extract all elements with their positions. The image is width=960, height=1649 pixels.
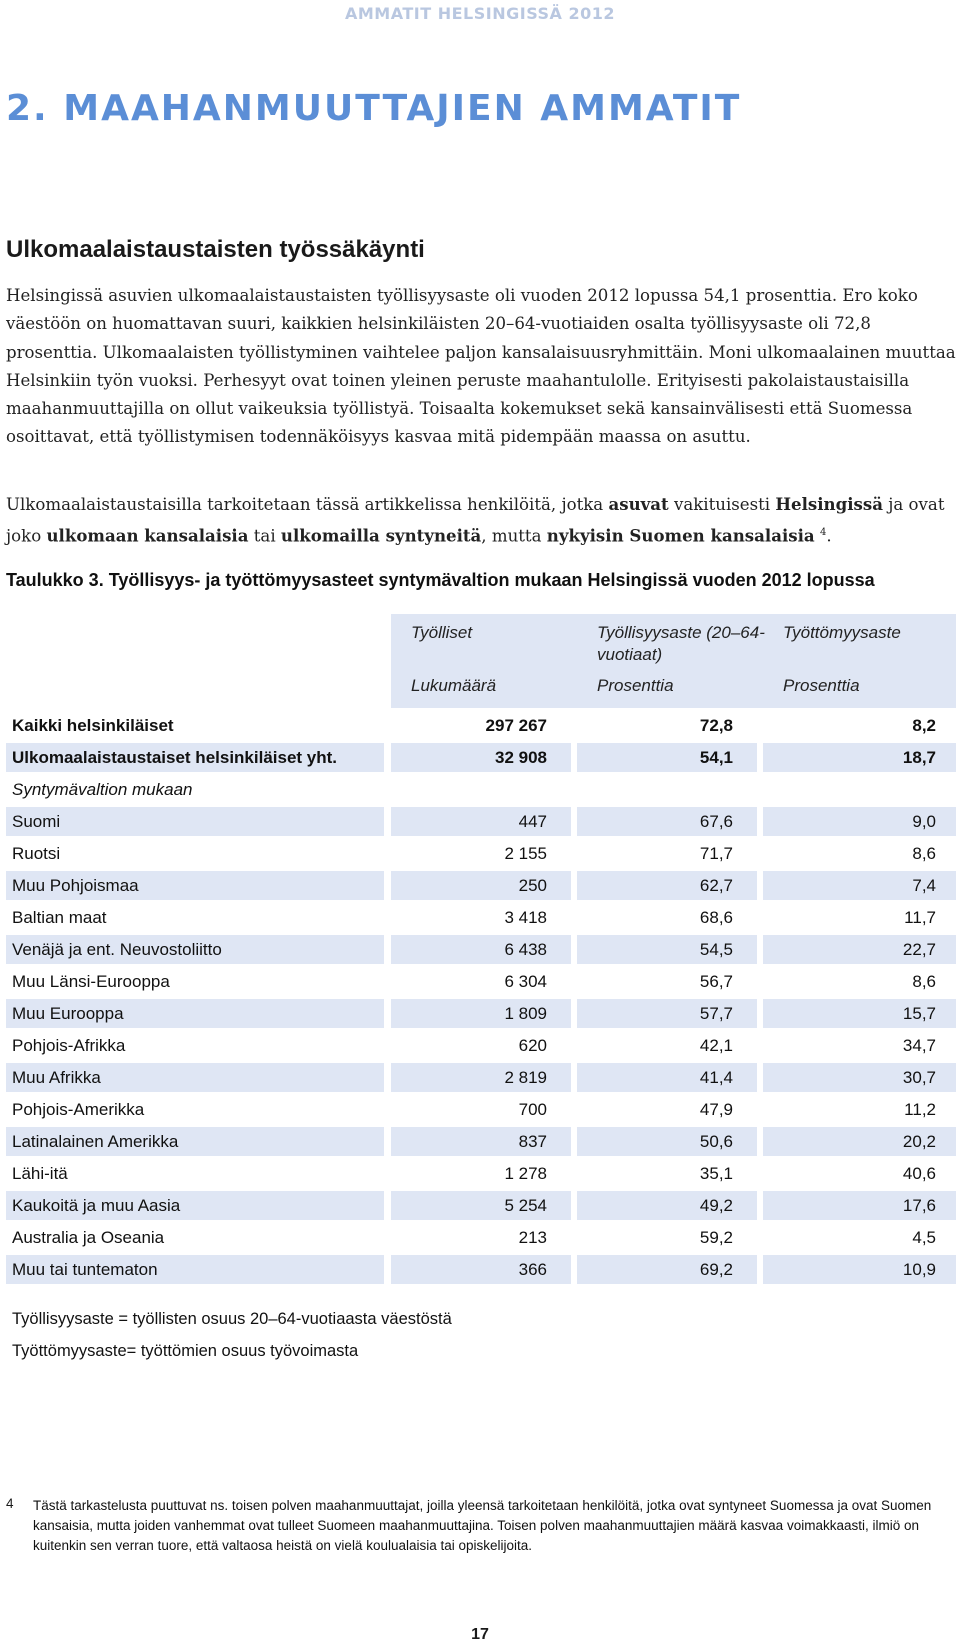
para2-bold-3: ulkomaan kansalaisia (46, 525, 249, 546)
unit-employed: Lukumäärä (411, 676, 497, 695)
table-row (6, 1031, 956, 1060)
cell-employment-rate: 56,7 (699, 972, 733, 991)
cell-employed: 5 254 (391, 1191, 571, 1220)
para2-text-5: , mutta (481, 526, 547, 546)
cell-employment-rate: 35,1 (699, 1164, 733, 1183)
cell-unemployment-rate: 40,6 (902, 1164, 936, 1183)
row-label: Kaukoitä ja muu Aasia (6, 1191, 384, 1220)
body-paragraph-1: Helsingissä asuvien ulkomaalaistaustaisten työllisyysaste oli vuoden 2012 lopussa 54,1 prosenttia. Ero koko väestöön on huomattavan suuri, kaikkien helsinkiläisten 20–64-vuotiaiden osalta työllisyysaste oli 72,8 prosenttia. Ulkomaalaisten työllistyminen vaihtelee paljon kansalaisuusryhmittäin. Moni ulkomaalainen muuttaa Helsinkiin työn vuoksi. Perhesyyt ovat toinen yleinen peruste maahantulolle. Erityisesti pakolaistaustaisilla maahanmuuttajilla on ollut vaikeuksia työllistyä. Toisaalta kokemukset sekä kansainvälisesti että Suomessa osoittavat, että työllistymisen todennäköisyys kasvaa mitä pidempään maassa on asuttu. (6, 286, 956, 447)
table-row (6, 935, 956, 964)
section-title: Ulkomaalaistaustaisten työssäkäynti (6, 236, 425, 263)
row-label: Pohjois-Afrikka (12, 1036, 126, 1055)
cell-employment-rate: 54,1 (577, 743, 757, 772)
cell-unemployment-rate: 18,7 (763, 743, 956, 772)
para2-bold-2: Helsingissä (775, 494, 883, 514)
cell-unemployment-rate: 11,7 (904, 908, 936, 927)
table-row (6, 807, 956, 836)
cell-unemployment-rate: 11,2 (904, 1100, 936, 1119)
cell-employment-rate: 62,7 (577, 871, 757, 900)
cell-employed: 447 (391, 807, 571, 836)
cell-unemployment-rate (763, 775, 956, 804)
cell-unemployment-rate: 15,7 (763, 999, 956, 1028)
table-row (6, 1063, 956, 1092)
cell-employed: 250 (391, 871, 571, 900)
cell-unemployment-rate: 8,2 (912, 716, 936, 735)
cell-employment-rate (577, 775, 757, 804)
chapter-title: 2. MAAHANMUUTTAJIEN AMMATIT (6, 88, 742, 129)
row-label: Baltian maat (12, 908, 107, 927)
cell-employed: 366 (391, 1255, 571, 1284)
statistics-table (6, 614, 956, 1284)
table-row (6, 1255, 956, 1284)
row-label: Muu Afrikka (6, 1063, 384, 1092)
cell-unemployment-rate: 30,7 (763, 1063, 956, 1092)
cell-employed: 297 267 (485, 716, 547, 735)
cell-employment-rate: 41,4 (577, 1063, 757, 1092)
para2-text-1: Ulkomaalaistaustaisilla tarkoitetaan tässä artikkelissa henkilöitä, jotka (6, 495, 609, 514)
table-caption: Taulukko 3. Työllisyys- ja työttömyysasteet syntymävaltion mukaan Helsingissä vuoden 2012 lopussa (6, 570, 875, 590)
cell-unemployment-rate: 8,6 (912, 972, 936, 991)
table-header (391, 614, 956, 708)
table-body (6, 711, 956, 1284)
row-label: Latinalainen Amerikka (6, 1127, 384, 1156)
cell-employed: 32 908 (391, 743, 571, 772)
unit-employment-rate: Prosenttia (597, 676, 674, 695)
row-label: Lähi-itä (12, 1164, 68, 1183)
cell-employment-rate: 68,6 (699, 908, 733, 927)
table-row (6, 743, 956, 772)
cell-employment-rate: 59,2 (699, 1228, 733, 1247)
para2-bold-4: ulkomailla syntyneitä (280, 525, 482, 546)
cell-employed: 2 155 (504, 844, 547, 863)
cell-unemployment-rate: 34,7 (902, 1036, 936, 1055)
cell-employed: 6 438 (391, 935, 571, 964)
table-row (6, 1191, 956, 1220)
cell-employment-rate: 67,6 (577, 807, 757, 836)
footnote-text: Tästä tarkastelusta puuttuvat ns. toisen polven maahanmuuttajat, joilla yleensä tarkoitetaan henkilöitä, jotka ovat syntyneet Suomessa ja ovat Suomen kansaisia, mutta joiden vanhemmat ovat tulleet Suomeen maahanmuuttajina. Toisen polven maahanmuuttajien määrä kasvaa voimakkaasti, ilmiö on kuitenkin sen verran tuore, että valtaosa heistä on vielä koulualaisia tai opiskelijoita. (33, 1498, 932, 1553)
footnote-reference[interactable]: 4 (819, 527, 827, 539)
running-header: AMMATIT HELSINGISSÄ 2012 (345, 4, 615, 23)
row-label: Pohjois-Amerikka (12, 1100, 145, 1119)
table-row (6, 999, 956, 1028)
para2-text-2: vakituisesti (668, 495, 776, 514)
cell-unemployment-rate: 9,0 (763, 807, 956, 836)
note-unemployment-rate: Työttömyysaste= työttömien osuus työvoimasta (12, 1342, 359, 1360)
table-row (6, 903, 956, 932)
row-label: Muu Eurooppa (6, 999, 384, 1028)
table-row (6, 711, 956, 740)
cell-employment-rate: 72,8 (699, 716, 733, 735)
para2-text-6: . (826, 526, 832, 546)
table-row (6, 967, 956, 996)
note-employment-rate: Työllisyysaste = työllisten osuus 20–64-vuotiaasta väestöstä (12, 1310, 452, 1328)
row-label: Australia ja Oseania (12, 1228, 165, 1247)
header-employed: Työlliset (411, 623, 473, 642)
para2-bold-1: asuvat (608, 494, 669, 514)
row-label: Syntymävaltion mukaan (12, 780, 193, 799)
unit-unemployment-rate: Prosenttia (783, 676, 860, 695)
row-label: Suomi (6, 807, 384, 836)
para2-text-4: tai (248, 526, 281, 546)
cell-employed: 1 809 (391, 999, 571, 1028)
cell-employed: 2 819 (391, 1063, 571, 1092)
row-label: Muu Pohjoismaa (6, 871, 384, 900)
table-row (6, 1223, 956, 1252)
cell-unemployment-rate: 17,6 (763, 1191, 956, 1220)
row-label: Muu Länsi-Eurooppa (12, 972, 170, 991)
page-number: 17 (471, 1626, 489, 1643)
table-row (6, 775, 956, 804)
cell-employed: 213 (518, 1228, 547, 1247)
cell-unemployment-rate: 8,6 (912, 844, 936, 863)
cell-employment-rate: 54,5 (577, 935, 757, 964)
cell-unemployment-rate: 22,7 (763, 935, 956, 964)
row-label: Ulkomaalaistaustaiset helsinkiläiset yht. (6, 743, 384, 772)
cell-employment-rate: 49,2 (577, 1191, 757, 1220)
cell-employment-rate: 57,7 (577, 999, 757, 1028)
cell-employment-rate: 71,7 (699, 844, 733, 863)
cell-unemployment-rate: 7,4 (763, 871, 956, 900)
cell-employed (391, 775, 571, 804)
cell-employment-rate: 69,2 (577, 1255, 757, 1284)
cell-employed: 3 418 (504, 908, 547, 927)
cell-employment-rate: 47,9 (699, 1100, 733, 1119)
cell-employment-rate: 42,1 (699, 1036, 733, 1055)
header-unemployment-rate: Työttömyysaste (783, 623, 901, 642)
cell-unemployment-rate: 4,5 (912, 1228, 936, 1247)
table-row (6, 871, 956, 900)
cell-employed: 837 (391, 1127, 571, 1156)
cell-unemployment-rate: 20,2 (763, 1127, 956, 1156)
table-row (6, 1095, 956, 1124)
row-label: Kaikki helsinkiläiset (12, 716, 174, 735)
table-row (6, 1159, 956, 1188)
para2-bold-5: nykyisin Suomen kansalaisia (546, 525, 815, 546)
para2-text-3: ja ovat joko (6, 495, 945, 546)
cell-unemployment-rate: 10,9 (763, 1255, 956, 1284)
row-label: Ruotsi (12, 844, 61, 863)
cell-employed: 1 278 (504, 1164, 547, 1183)
cell-employed: 6 304 (504, 972, 547, 991)
table-row (6, 1127, 956, 1156)
table-notes (12, 1303, 452, 1367)
cell-employed: 700 (518, 1100, 547, 1119)
footnote-number: 4 (6, 1496, 14, 1511)
table-row (6, 839, 956, 868)
cell-employment-rate: 50,6 (577, 1127, 757, 1156)
cell-employed: 620 (518, 1036, 547, 1055)
row-label: Venäjä ja ent. Neuvostoliitto (6, 935, 384, 964)
body-paragraph-2 (6, 490, 956, 551)
header-employment-rate: Työllisyysaste (20–64-vuotiaat) (597, 623, 765, 664)
row-label: Muu tai tuntematon (6, 1255, 384, 1284)
